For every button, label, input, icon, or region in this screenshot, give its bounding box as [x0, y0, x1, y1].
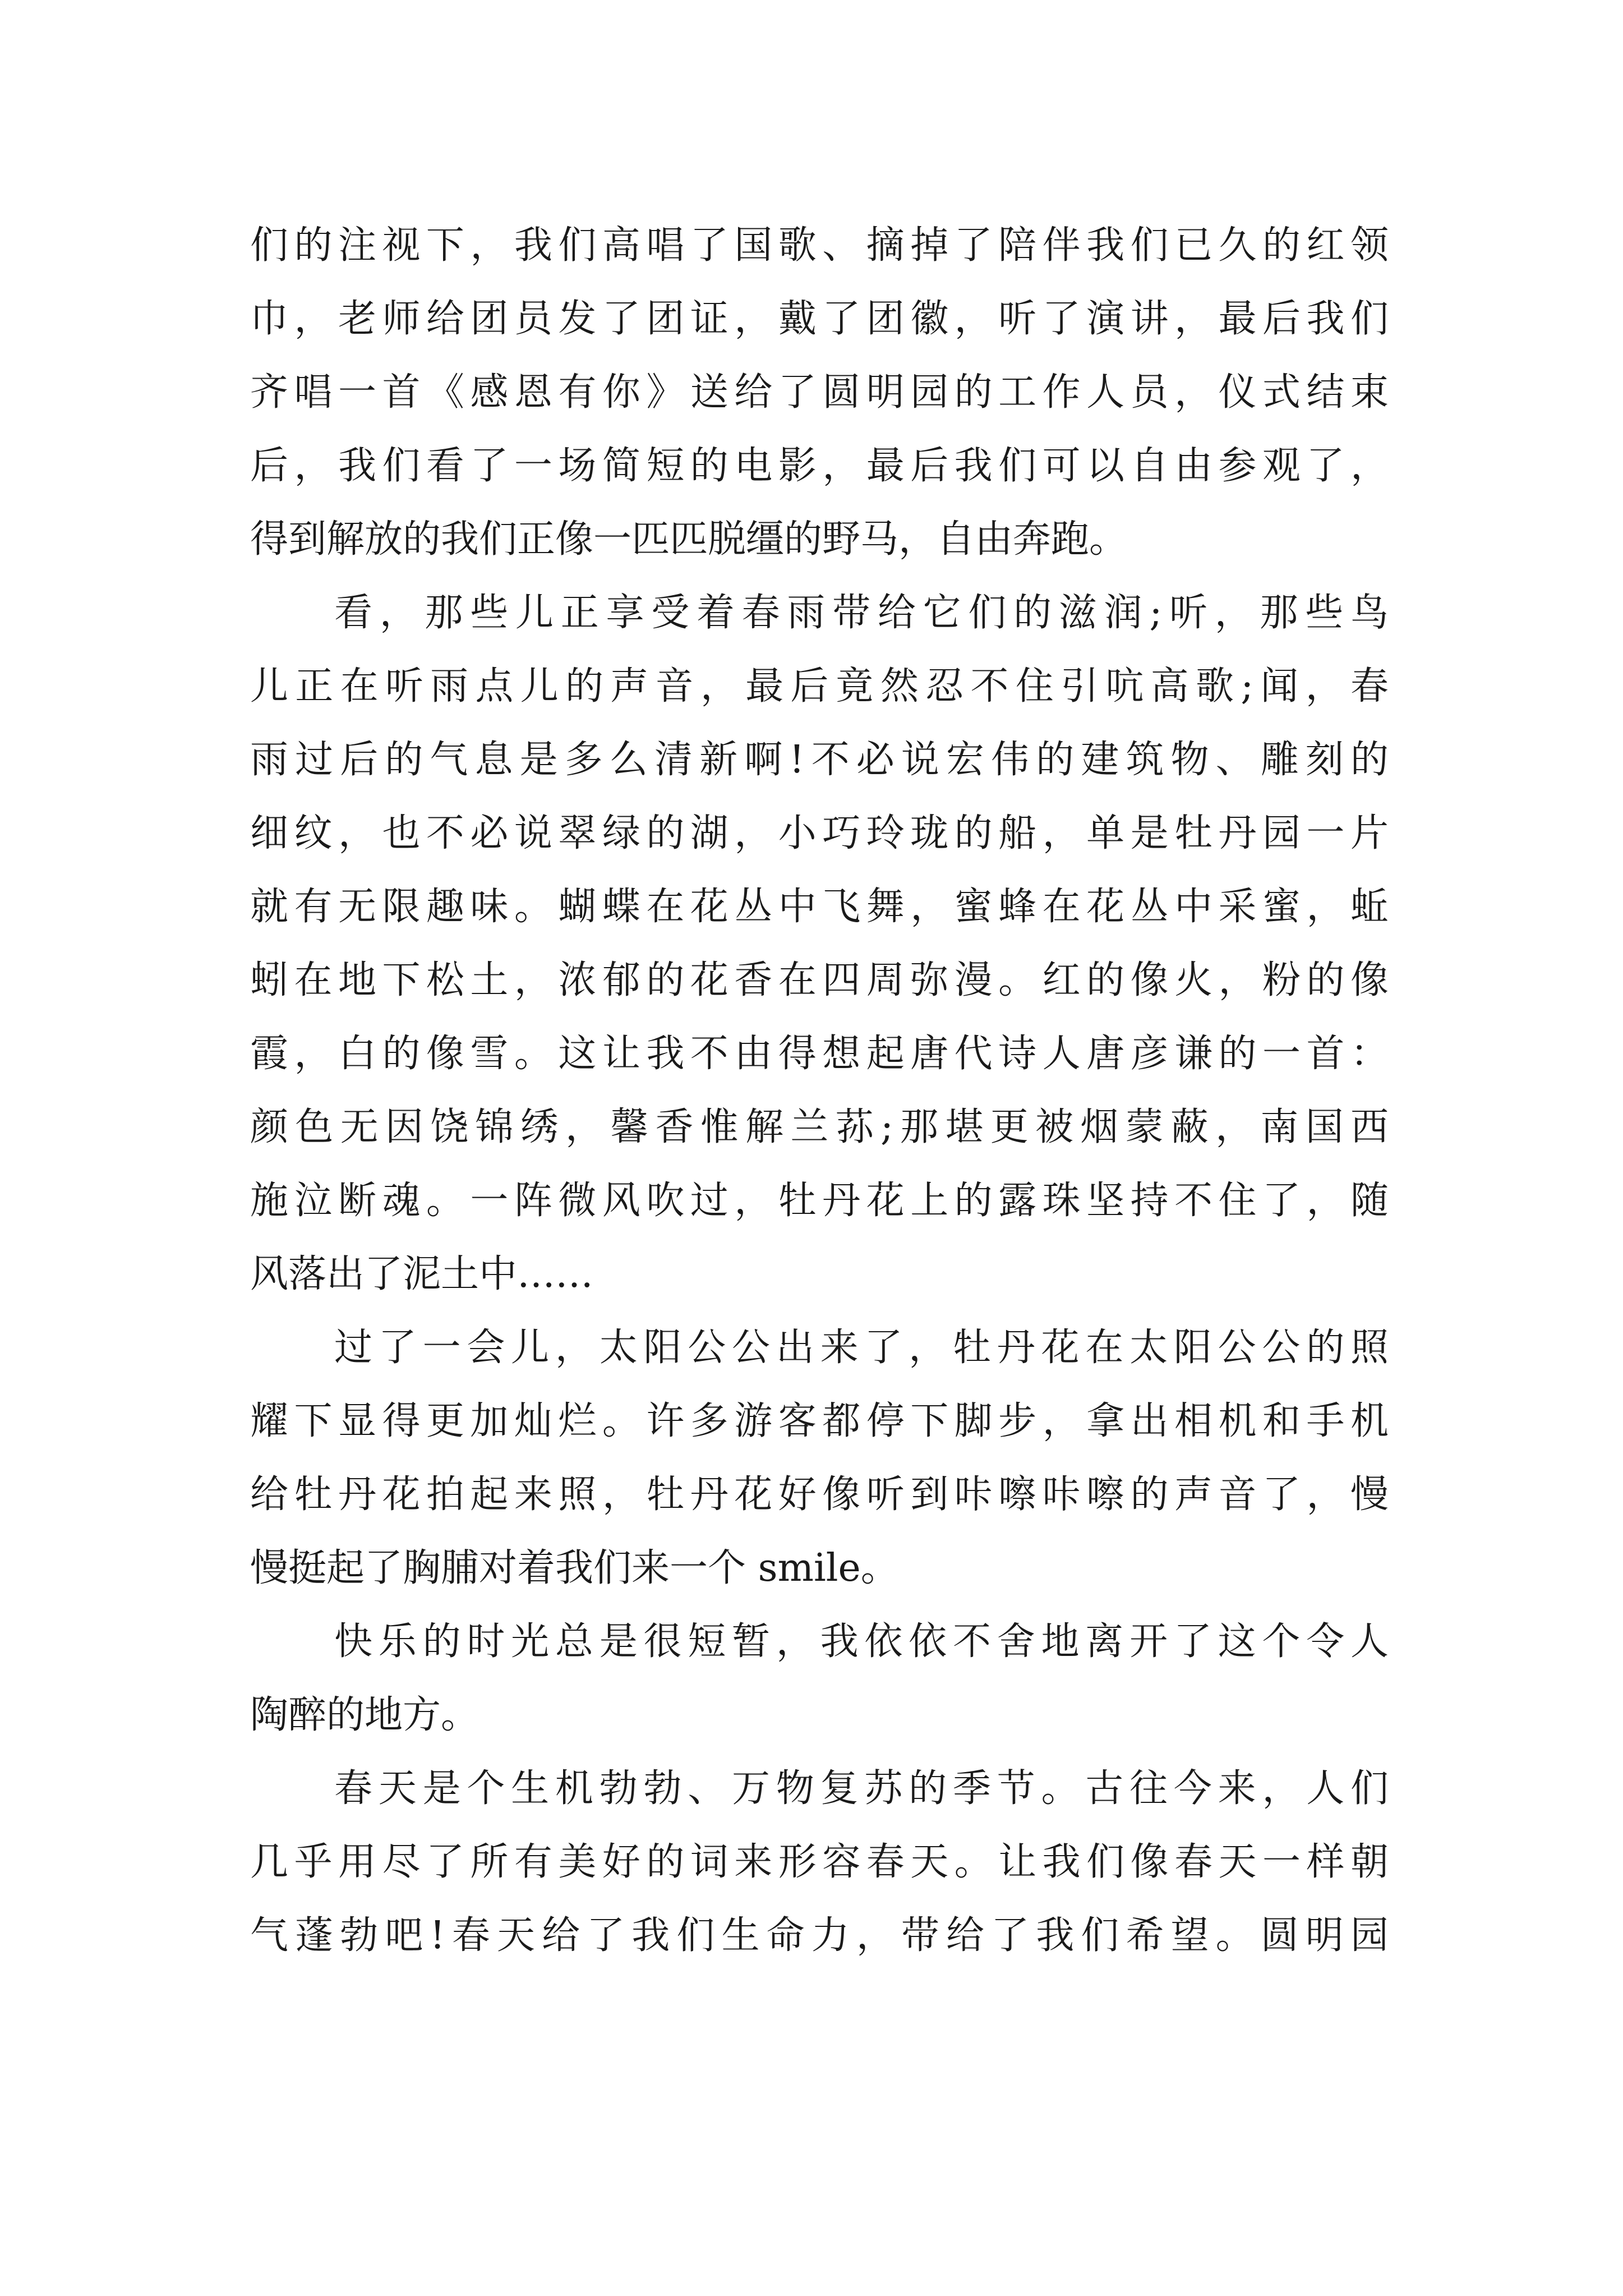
text-line: 巾，老师给团员发了团证，戴了团徽，听了演讲，最后我们: [250, 297, 1389, 341]
text-line: 给牡丹花拍起来照，牡丹花好像听到咔嚓咔嚓的声音了，慢: [250, 1473, 1389, 1517]
text-line: 陶醉的地方。: [250, 1693, 479, 1737]
text-line: 霞，白的像雪。这让我不由得想起唐代诗人唐彦谦的一首：: [250, 1032, 1389, 1076]
text-line: 们的注视下，我们高唱了国歌、摘掉了陪伴我们已久的红领: [250, 223, 1389, 268]
paragraph-first-line: 过了一会儿，太阳公公出来了，牡丹花在太阳公公的照: [334, 1326, 1389, 1370]
paragraph-first-line: 快乐的时光总是很短暂，我依依不舍地离开了这个令人: [334, 1619, 1389, 1664]
text-line: 得到解放的我们正像一匹匹脱缰的野马，自由奔跑。: [250, 517, 1128, 562]
body-text: [250, 209, 1389, 1972]
paragraph-first-line: 看，那些儿正享受着春雨带给它们的滋润;听，那些鸟: [334, 591, 1389, 635]
paragraph-first-line: 春天是个生机勃勃、万物复苏的季节。古往今来，人们: [334, 1766, 1389, 1811]
text-line: 风落出了泥土中……: [250, 1252, 594, 1296]
text-line: 气蓬勃吧!春天给了我们生命力，带给了我们希望。圆明园: [250, 1913, 1389, 1958]
text-line: 细纹，也不必说翠绿的湖，小巧玲珑的船，单是牡丹园一片: [250, 811, 1389, 855]
text-line: 颜色无因饶锦绣，馨香惟解兰荪;那堪更被烟蒙蔽，南国西: [250, 1105, 1389, 1149]
text-line: 慢挺起了胸脯对着我们来一个 smile。: [250, 1546, 899, 1590]
text-line: 耀下显得更加灿烂。许多游客都停下脚步，拿出相机和手机: [250, 1399, 1389, 1443]
text-line: 蚓在地下松土，浓郁的花香在四周弥漫。红的像火，粉的像: [250, 958, 1389, 1002]
text-line: 就有无限趣味。蝴蝶在花丛中飞舞，蜜蜂在花丛中采蜜，蚯: [250, 885, 1389, 929]
text-line: 齐唱一首《感恩有你》送给了圆明园的工作人员，仪式结束: [250, 370, 1389, 415]
text-line: 后，我们看了一场简短的电影，最后我们可以自由参观了，: [250, 444, 1389, 488]
text-line: 施泣断魂。一阵微风吹过，牡丹花上的露珠坚持不住了，随: [250, 1179, 1389, 1223]
text-line: 雨过后的气息是多么清新啊!不必说宏伟的建筑物、雕刻的: [250, 738, 1389, 782]
text-line: 几乎用尽了所有美好的词来形容春天。让我们像春天一样朝: [250, 1840, 1389, 1884]
text-line: 儿正在听雨点儿的声音，最后竟然忍不住引吭高歌;闻，春: [250, 664, 1389, 708]
